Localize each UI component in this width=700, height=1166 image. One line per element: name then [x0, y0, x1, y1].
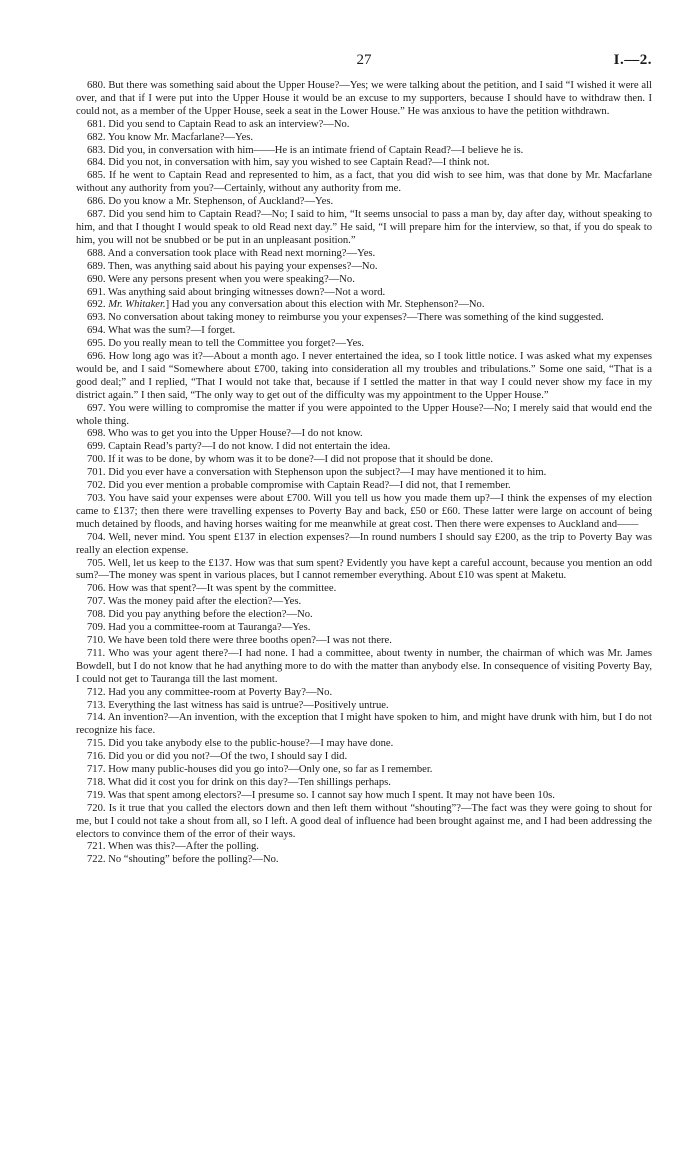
- question-answer-text: When was this?—After the polling.: [108, 841, 259, 853]
- question-answer-text: Was the money paid after the election?—Yes.: [108, 596, 302, 608]
- testimony-paragraph: [76, 157, 652, 170]
- question-answer-text: You know Mr. Macfarlane?—Yes.: [107, 131, 254, 143]
- question-number: 713.: [87, 699, 106, 711]
- question-answer-text: Do you really mean to tell the Committee you forget?—Yes.: [108, 338, 365, 350]
- testimony-paragraph: [76, 196, 652, 209]
- testimony-paragraph: [76, 351, 652, 403]
- testimony-paragraph: [76, 648, 652, 687]
- question-number: 685.: [87, 170, 106, 182]
- testimony-paragraph: [76, 454, 652, 467]
- question-answer-text: Did you or did you not?—Of the two, I should say I did.: [108, 751, 348, 763]
- question-number: 691.: [87, 286, 106, 298]
- question-number: 721.: [87, 841, 106, 853]
- question-answer-text: Who was your agent there?—I had none. I had a committee, about twenty in number, the chairman of which was Mr. James Bowdell, but I do not know that he had anything more to do with the matter than anybody else. In consequence of visiting Poverty Bay, I could not get to Tauranga till the last moment.: [76, 647, 652, 685]
- question-answer-text: Everything the last witness has said is untrue?—Positively untrue.: [108, 699, 389, 711]
- testimony-paragraph: [76, 312, 652, 325]
- testimony-paragraph: [76, 467, 652, 480]
- question-number: 717.: [87, 764, 106, 776]
- question-answer-text: An invention?—An invention, with the exception that I might have spoken to him, and might have drunk with him, but I do not recognize his face.: [76, 712, 652, 737]
- testimony-paragraph: [76, 145, 652, 158]
- question-answer-text: You were willing to compromise the matter if you were appointed to the Upper House?—No; I merely said that would end the whole thing.: [76, 402, 652, 427]
- testimony-paragraph: [76, 841, 652, 854]
- question-answer-text: You have said your expenses were about £700. Will you tell us how you made them up?—I think the expenses of my election came to £137; then there were travelling expenses to Poverty Bay and back, £50 or £60. These latter were large on account of being much detained by floods, and having horses waiting for me meanwhile at great cost. Then there were expenses to Auckland and——: [76, 493, 652, 530]
- testimony-paragraph: [76, 712, 652, 738]
- question-number: 704.: [87, 531, 106, 543]
- question-number: 707.: [87, 596, 106, 608]
- question-number: 716.: [87, 751, 106, 763]
- question-answer-text: Did you not, in conversation with him, say you wished to see Captain Read?—I think not.: [108, 157, 490, 169]
- question-number: 715.: [87, 738, 106, 750]
- question-number: 683.: [87, 144, 106, 156]
- question-answer-text: Did you send him to Captain Read?—No; I said to him, “It seems unsocial to pass a man by, day after day, without speaking to him, and that I thought I would speak to old Read next day.” He said, “I will prepare him for the interview, so that, if you do speak to him, you will not be snubbed or be put in an unpleasant position.”: [76, 209, 652, 246]
- question-number: 688.: [87, 247, 106, 259]
- testimony-paragraph: [76, 441, 652, 454]
- page-number: 27: [356, 52, 372, 68]
- question-number: 720.: [87, 802, 106, 814]
- question-number: 686.: [87, 196, 106, 208]
- question-number: 680.: [87, 80, 106, 91]
- question-answer-text: Was anything said about bringing witnesses down?—Not a word.: [108, 286, 386, 298]
- speaker-name: Mr. Whitaker.: [108, 299, 166, 311]
- question-answer-text: Had you a committee-room at Tauranga?—Yes.: [108, 622, 311, 634]
- testimony-paragraph: [76, 532, 652, 558]
- question-answer-text: Did you ever have a conversation with Stephenson upon the subject?—I may have mentioned it to him.: [108, 467, 547, 479]
- testimony-paragraph: [76, 274, 652, 287]
- testimony-paragraph: [76, 803, 652, 842]
- question-number: 710.: [87, 634, 106, 646]
- question-number: 719.: [87, 789, 106, 801]
- testimony-paragraph: [76, 777, 652, 790]
- testimony-paragraph: [76, 80, 652, 119]
- question-answer-text: What did it cost you for drink on this day?—Ten shillings perhaps.: [108, 776, 391, 788]
- question-answer-text: If he went to Captain Read and represented to him, as a fact, that you did wish to see him, was that done by Mr. Macfarlane without any authority from you?—Certainly, without any authority from me.: [76, 170, 652, 195]
- question-answer-text: Well, never mind. You spent £137 in election expenses?—In round numbers I should say £200, as the trip to Poverty Bay was really an election expense.: [76, 531, 652, 556]
- question-answer-text: If it was to be done, by whom was it to be done?—I did not propose that it should be done.: [108, 454, 494, 466]
- testimony-paragraph: [76, 119, 652, 132]
- document-reference: I.—2.: [613, 52, 652, 68]
- question-answer-text: Had you any committee-room at Poverty Bay?—No.: [108, 686, 333, 698]
- testimony-paragraph: [76, 261, 652, 274]
- question-number: 705.: [87, 557, 106, 569]
- question-number: 692.: [87, 299, 106, 311]
- testimony-paragraph: [76, 403, 652, 429]
- testimony-paragraph: [76, 738, 652, 751]
- testimony-paragraph: [76, 338, 652, 351]
- testimony-paragraph: [76, 287, 652, 300]
- question-answer-text: Captain Read’s party?—I do not know. I did not entertain the idea.: [108, 441, 391, 453]
- question-number: 718.: [87, 776, 106, 788]
- testimony-paragraph: [76, 558, 652, 584]
- question-answer-text: Did you pay anything before the election?—No.: [108, 609, 313, 621]
- question-number: 699.: [87, 441, 106, 453]
- question-number: 698.: [87, 428, 106, 440]
- question-answer-text: How was that spent?—It was spent by the committee.: [108, 583, 337, 595]
- question-number: 709.: [87, 622, 106, 634]
- testimony-body: [76, 80, 652, 867]
- testimony-paragraph: [76, 854, 652, 867]
- question-number: 682.: [87, 131, 106, 143]
- testimony-paragraph: [76, 751, 652, 764]
- question-number: 701.: [87, 467, 106, 479]
- question-number: 681.: [87, 118, 106, 130]
- testimony-paragraph: [76, 480, 652, 493]
- testimony-paragraph: [76, 299, 652, 312]
- question-number: 712.: [87, 686, 106, 698]
- testimony-paragraph: [76, 583, 652, 596]
- question-number: 700.: [87, 454, 106, 466]
- question-number: 711.: [87, 647, 106, 659]
- question-answer-text: ] Had you any conversation about this election with Mr. Stephenson?—No.: [165, 299, 485, 311]
- testimony-paragraph: [76, 609, 652, 622]
- question-answer-text: How long ago was it?—About a month ago. I never entertained the idea, so I took little notice. I was asked what my expenses would be, and I said “Somewhere about £700, taking into consideration all my troubles and tribulations.” Some one said, “That is a good deal;” and I replied, “That I would not take that, because if I settled the matter in that way I could never show my face in my district again.” I then said, “The only way to get out of the difficulty was my appointment to the Upper House.”: [76, 351, 653, 401]
- page-header: [76, 52, 652, 74]
- question-number: 690.: [87, 273, 106, 285]
- question-number: 708.: [87, 609, 106, 621]
- question-answer-text: Is it true that you called the electors down and then left them without “shouting”?—The fact was they were going to shout for me, but I could not take a shout from all, so I left. A good deal of influence had been brought against me, and I had been addressing the electors to convince them of the error of their ways.: [76, 802, 652, 840]
- question-answer-text: Did you send to Captain Read to ask an interview?—No.: [108, 118, 350, 130]
- question-answer-text: Then, was anything said about his paying your expenses?—No.: [108, 260, 378, 272]
- testimony-paragraph: [76, 596, 652, 609]
- question-answer-text: No conversation about taking money to reimburse you your expenses?—There was something of the kind suggested.: [108, 312, 604, 324]
- testimony-paragraph: [76, 493, 652, 532]
- question-number: 696.: [87, 351, 106, 363]
- testimony-paragraph: [76, 622, 652, 635]
- testimony-paragraph: [76, 428, 652, 441]
- question-number: 706.: [87, 583, 106, 595]
- testimony-paragraph: [76, 790, 652, 803]
- question-number: 687.: [87, 209, 106, 221]
- question-answer-text: Did you, in conversation with him——He is an intimate friend of Captain Read?—I believe he is.: [108, 144, 524, 156]
- testimony-paragraph: [76, 170, 652, 196]
- question-answer-text: Did you ever mention a probable compromise with Captain Read?—I did not, that I remember.: [108, 480, 511, 492]
- question-answer-text: But there was something said about the Upper House?—Yes; we were talking about the petition, and I said “I wished it were all over, and that if I were put into the Upper House it would be an excuse to my supporters, because I should have to withdraw then. I could not, as a member of the Upper House, seek a seat in the Lower House.” He was anxious to have the petition withdrawn.: [76, 80, 652, 117]
- testimony-paragraph: [76, 209, 652, 248]
- question-number: 702.: [87, 480, 106, 492]
- question-number: 694.: [87, 325, 106, 337]
- question-number: 722.: [87, 854, 106, 866]
- testimony-paragraph: [76, 635, 652, 648]
- question-answer-text: Was that spent among electors?—I presume so. I cannot say how much I spent. It may not have been 10s.: [108, 789, 555, 801]
- question-answer-text: No “shouting” before the polling?—No.: [108, 854, 279, 866]
- question-number: 689.: [87, 260, 106, 272]
- question-number: 693.: [87, 312, 106, 324]
- question-answer-text: Did you take anybody else to the public-house?—I may have done.: [108, 738, 394, 750]
- testimony-paragraph: [76, 325, 652, 338]
- question-answer-text: And a conversation took place with Read next morning?—Yes.: [107, 247, 376, 259]
- question-number: 684.: [87, 157, 106, 169]
- question-answer-text: We have been told there were three booths open?—I was not there.: [108, 634, 392, 646]
- testimony-paragraph: [76, 248, 652, 261]
- question-number: 697.: [87, 402, 106, 414]
- testimony-paragraph: [76, 700, 652, 713]
- question-answer-text: Who was to get you into the Upper House?—I do not know.: [108, 428, 363, 440]
- question-answer-text: Do you know a Mr. Stephenson, of Auckland?—Yes.: [108, 196, 334, 208]
- question-answer-text: Well, let us keep to the £137. How was that sum spent? Evidently you have kept a careful account, because you mention an odd sum?—The money was spent in various places, but I cannot remember everything. About £10 was spent at Maketu.: [76, 557, 652, 582]
- testimony-paragraph: [76, 132, 652, 145]
- question-number: 703.: [87, 493, 106, 504]
- testimony-paragraph: [76, 764, 652, 777]
- question-answer-text: Were any persons present when you were speaking?—No.: [108, 273, 355, 285]
- testimony-paragraph: [76, 687, 652, 700]
- question-answer-text: How many public-houses did you go into?—Only one, so far as I remember.: [108, 764, 433, 776]
- question-number: 714.: [87, 712, 106, 724]
- question-answer-text: What was the sum?—I forget.: [108, 325, 236, 337]
- question-number: 695.: [87, 338, 106, 350]
